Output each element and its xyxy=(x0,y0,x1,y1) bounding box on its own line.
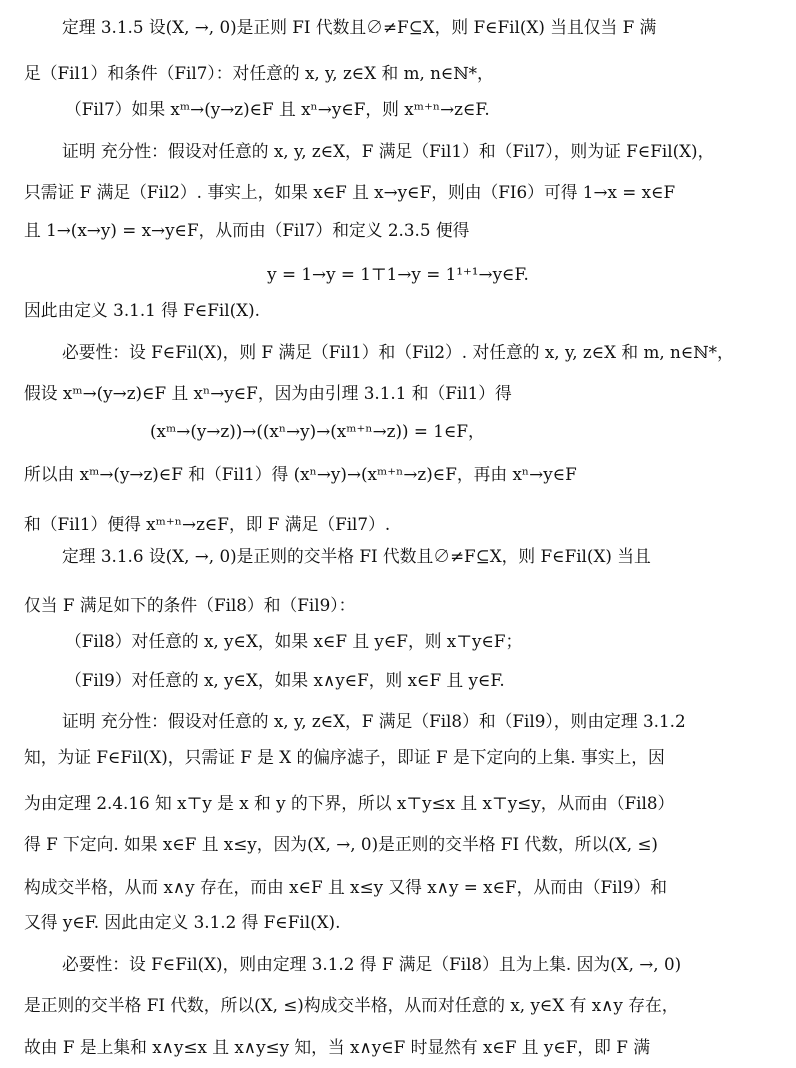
text-line: 定理 3.1.6 设(X, →, 0)是正则的交半格 FI 代数且∅≠F⊆X，则 F∈Fil(X) 当且 xyxy=(62,546,651,566)
text-line: 且 1→(x→y) = x→y∈F，从而由（Fil7）和定义 2.3.5 便得 xyxy=(24,220,470,240)
text-line: 必要性：设 F∈Fil(X)，则由定理 3.1.2 得 F 满足（Fil8）且为上集. 因为(X, →, 0) xyxy=(62,954,682,974)
text-line: 定理 3.1.5 设(X, →, 0)是正则 FI 代数且∅≠F⊆X，则 F∈Fil(X) 当且仅当 F 满 xyxy=(62,17,657,37)
text-line: 构成交半格，从而 x∧y 存在，而由 x∈F 且 x≤y 又得 x∧y = x∈F，从而由（Fil9）和 xyxy=(24,877,668,897)
text-line: 证明 充分性：假设对任意的 x, y, z∈X，F 满足（Fil8）和（Fil9），则由定理 3.1.2 xyxy=(62,711,686,731)
text-line: 必要性：设 F∈Fil(X)，则 F 满足（Fil1）和（Fil2）. 对任意的 x, y, z∈X 和 m, n∈ℕ*， xyxy=(62,342,734,362)
text-line: （Fil7）如果 xᵐ→(y→z)∈F 且 xⁿ→y∈F，则 xᵐ⁺ⁿ→z∈F. xyxy=(65,99,490,119)
text-line: 足（Fil1）和条件（Fil7）：对任意的 x, y, z∈X 和 m, n∈ℕ*， xyxy=(24,63,494,83)
text-line: 假设 xᵐ→(y→z)∈F 且 xⁿ→y∈F，因为由引理 3.1.1 和（Fil1）得 xyxy=(24,383,512,403)
text-line: （Fil8）对任意的 x, y∈X，如果 x∈F 且 y∈F，则 x⊤y∈F； xyxy=(65,631,523,651)
text-line: 为由定理 2.4.16 知 x⊤y 是 x 和 y 的下界，所以 x⊤y≤x 且 x⊤y≤y，从而由（Fil8） xyxy=(24,793,675,813)
text-line: 只需证 F 满足（Fil2）. 事实上，如果 x∈F 且 x→y∈F，则由（FI6）可得 1→x = x∈F xyxy=(24,182,676,202)
text-line: 所以由 xᵐ→(y→z)∈F 和（Fil1）得 (xⁿ→y)→(xᵐ⁺ⁿ→z)∈F，再由 xⁿ→y∈F xyxy=(24,464,577,484)
text-line: 和（Fil1）便得 xᵐ⁺ⁿ→z∈F，即 F 满足（Fil7）. xyxy=(24,514,391,534)
text-line: 知，为证 F∈Fil(X)，只需证 F 是 X 的偏序滤子，即证 F 是下定向的上集. 事实上，因 xyxy=(24,747,665,767)
text-line: 仅当 F 满足如下的条件（Fil8）和（Fil9）： xyxy=(24,595,356,615)
text-line: 是正则的交半格 FI 代数，所以(X, ≤)构成交半格，从而对任意的 x, y∈X 有 x∧y 存在， xyxy=(24,995,679,1015)
equation: (xᵐ→(y→z))→((xⁿ→y)→(xᵐ⁺ⁿ→z)) = 1∈F， xyxy=(150,421,485,441)
text-line: 得 F 下定向. 如果 x∈F 且 x≤y，因为(X, →, 0)是正则的交半格 FI 代数，所以(X, ≤) xyxy=(24,834,658,854)
text-line: 因此由定义 3.1.1 得 F∈Fil(X). xyxy=(24,300,260,320)
equation: y = 1→y = 1⊤1→y = 1¹⁺¹→y∈F. xyxy=(267,264,529,284)
text-line: （Fil9）对任意的 x, y∈X，如果 x∧y∈F，则 x∈F 且 y∈F. xyxy=(65,670,505,690)
text-line: 证明 充分性：假设对任意的 x, y, z∈X，F 满足（Fil1）和（Fil7），则为证 F∈Fil(X)， xyxy=(62,141,715,161)
text-line: 又得 y∈F. 因此由定义 3.1.2 得 F∈Fil(X). xyxy=(24,912,341,932)
text-line: 故由 F 是上集和 x∧y≤x 且 x∧y≤y 知，当 x∧y∈F 时显然有 x∈F 且 y∈F，即 F 满 xyxy=(24,1037,651,1057)
